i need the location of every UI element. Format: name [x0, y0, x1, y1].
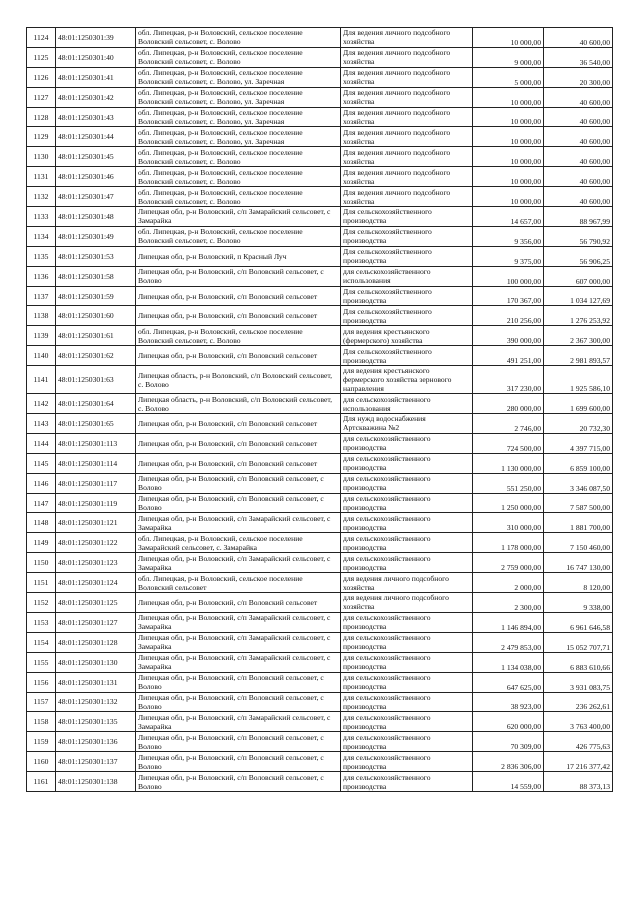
permitted-use: Для ведения личного подсобного хозяйства: [341, 28, 473, 48]
cadastral-value: 2 981 893,57: [544, 346, 613, 366]
cadastral-number: 48:01:1250301:123: [56, 553, 136, 573]
area-value: 9 000,00: [473, 47, 544, 67]
row-number: 1159: [27, 732, 56, 752]
row-number: 1156: [27, 672, 56, 692]
permitted-use: для сельскохозяйственного производства: [341, 752, 473, 772]
permitted-use: Для ведения личного подсобного хозяйства: [341, 147, 473, 167]
permitted-use: Для ведения личного подсобного хозяйства: [341, 87, 473, 107]
row-number: 1161: [27, 772, 56, 792]
area-value: 2 300,00: [473, 593, 544, 613]
permitted-use: для ведения крестьянского фермерского хозяйства зернового направления: [341, 366, 473, 394]
table-row: [27, 672, 613, 692]
address: Липецкая обл, р-н Воловский, с/п Воловский сельсовет: [136, 453, 341, 473]
address: обл. Липецкая, р-н Воловский, сельское поселение Воловский сельсовет, с. Волово, ул. Заречная: [136, 127, 341, 147]
row-number: 1136: [27, 266, 56, 286]
area-value: 14 657,00: [473, 207, 544, 227]
permitted-use: Для сельскохозяйственного производства: [341, 306, 473, 326]
address: Липецкая обл, р-н Воловский, с/п Замарайский сельсовет, с Замарайка: [136, 207, 341, 227]
cadastral-value: 15 052 707,71: [544, 632, 613, 652]
table-row: [27, 207, 613, 227]
cadastral-value: 2 367 300,00: [544, 326, 613, 346]
permitted-use: для сельскохозяйственного производства: [341, 453, 473, 473]
table-row: [27, 692, 613, 712]
area-value: 210 256,00: [473, 306, 544, 326]
cadastral-number: 48:01:1250301:137: [56, 752, 136, 772]
address: Липецкая область, р-н Воловский, с/п Воловский сельсовет, с. Волово: [136, 394, 341, 414]
table-row: [27, 187, 613, 207]
cadastral-number: 48:01:1250301:131: [56, 672, 136, 692]
address: обл. Липецкая, р-н Воловский, сельское поселение Воловский сельсовет, с. Волово: [136, 28, 341, 48]
cadastral-value: 40 600,00: [544, 28, 613, 48]
table-body: [27, 28, 613, 792]
permitted-use: для сельскохозяйственного производства: [341, 433, 473, 453]
permitted-use: для сельскохозяйственного использования: [341, 394, 473, 414]
address: Липецкая обл, р-н Воловский, с/п Воловский сельсовет, с Волово: [136, 732, 341, 752]
table-row: [27, 593, 613, 613]
cadastral-value: 9 338,00: [544, 593, 613, 613]
cadastral-value: 607 000,00: [544, 266, 613, 286]
row-number: 1153: [27, 612, 56, 632]
area-value: 38 923,00: [473, 692, 544, 712]
area-value: 9 356,00: [473, 226, 544, 246]
area-value: 10 000,00: [473, 167, 544, 187]
cadastral-value: 40 600,00: [544, 87, 613, 107]
cadastral-value: 1 699 600,00: [544, 394, 613, 414]
address: обл. Липецкая, р-н Воловский, сельское поселение Воловский сельсовет, с. Волово, ул. Заречная: [136, 87, 341, 107]
table-row: [27, 652, 613, 672]
cadastral-number: 48:01:1250301:127: [56, 612, 136, 632]
cadastral-number: 48:01:1250301:64: [56, 394, 136, 414]
row-number: 1155: [27, 652, 56, 672]
permitted-use: для сельскохозяйственного производства: [341, 772, 473, 792]
permitted-use: Для ведения личного подсобного хозяйства: [341, 47, 473, 67]
permitted-use: Для ведения личного подсобного хозяйства: [341, 187, 473, 207]
cadastral-value: 88 373,13: [544, 772, 613, 792]
area-value: 170 367,00: [473, 286, 544, 306]
permitted-use: Для ведения личного подсобного хозяйства: [341, 107, 473, 127]
permitted-use: для сельскохозяйственного производства: [341, 473, 473, 493]
table-row: [27, 87, 613, 107]
area-value: 2 000,00: [473, 573, 544, 593]
address: Липецкая обл, р-н Воловский, с/п Воловский сельсовет, с Волово: [136, 493, 341, 513]
table-row: [27, 127, 613, 147]
permitted-use: для сельскохозяйственного производства: [341, 553, 473, 573]
area-value: 647 625,00: [473, 672, 544, 692]
address: Липецкая обл, р-н Воловский, с/п Воловский сельсовет: [136, 346, 341, 366]
table-row: [27, 306, 613, 326]
row-number: 1150: [27, 553, 56, 573]
cadastral-value: 3 931 083,75: [544, 672, 613, 692]
permitted-use: Для ведения личного подсобного хозяйства: [341, 167, 473, 187]
row-number: 1138: [27, 306, 56, 326]
cadastral-number: 48:01:1250301:136: [56, 732, 136, 752]
cadastral-number: 48:01:1250301:40: [56, 47, 136, 67]
permitted-use: для сельскохозяйственного производства: [341, 632, 473, 652]
cadastral-value: 88 967,99: [544, 207, 613, 227]
table-row: [27, 167, 613, 187]
cadastral-number: 48:01:1250301:47: [56, 187, 136, 207]
address: Липецкая обл, р-н Воловский, с/п Воловский сельсовет, с Волово: [136, 266, 341, 286]
row-number: 1137: [27, 286, 56, 306]
permitted-use: для ведения личного подсобного хозяйства: [341, 573, 473, 593]
cadastral-number: 48:01:1250301:39: [56, 28, 136, 48]
cadastral-value: 17 216 377,42: [544, 752, 613, 772]
table-row: [27, 433, 613, 453]
permitted-use: для ведения крестьянского (фермерского) хозяйства: [341, 326, 473, 346]
row-number: 1125: [27, 47, 56, 67]
row-number: 1149: [27, 533, 56, 553]
document-page: [26, 27, 612, 792]
area-value: 1 130 000,00: [473, 453, 544, 473]
address: Липецкая обл, р-н Воловский, с/п Замарайский сельсовет, с Замарайка: [136, 513, 341, 533]
table-row: [27, 553, 613, 573]
permitted-use: для сельскохозяйственного производства: [341, 513, 473, 533]
cadastral-value: 7 587 500,00: [544, 493, 613, 513]
area-value: 317 230,00: [473, 366, 544, 394]
address: Липецкая обл, р-н Воловский, с/п Замарайский сельсовет, с Замарайка: [136, 652, 341, 672]
row-number: 1157: [27, 692, 56, 712]
cadastral-number: 48:01:1250301:41: [56, 67, 136, 87]
cadastral-value: 40 600,00: [544, 187, 613, 207]
cadastral-value: 8 120,00: [544, 573, 613, 593]
address: обл. Липецкая, р-н Воловский, сельское поселение Воловский сельсовет: [136, 573, 341, 593]
cadastral-value: 3 346 087,50: [544, 473, 613, 493]
area-value: 491 251,00: [473, 346, 544, 366]
row-number: 1133: [27, 207, 56, 227]
area-value: 724 500,00: [473, 433, 544, 453]
row-number: 1151: [27, 573, 56, 593]
table-row: [27, 473, 613, 493]
address: Липецкая обл, р-н Воловский, с/п Воловский сельсовет: [136, 414, 341, 434]
permitted-use: для сельскохозяйственного производства: [341, 612, 473, 632]
area-value: 1 250 000,00: [473, 493, 544, 513]
table-row: [27, 632, 613, 652]
table-row: [27, 573, 613, 593]
table-row: [27, 147, 613, 167]
table-row: [27, 732, 613, 752]
table-row: [27, 286, 613, 306]
table-row: [27, 266, 613, 286]
cadastral-number: 48:01:1250301:113: [56, 433, 136, 453]
area-value: 2 479 853,00: [473, 632, 544, 652]
cadastral-value: 1 276 253,92: [544, 306, 613, 326]
area-value: 10 000,00: [473, 107, 544, 127]
address: Липецкая обл, р-н Воловский, п Красный Луч: [136, 246, 341, 266]
address: Липецкая обл, р-н Воловский, с/п Замарайский сельсовет, с Замарайка: [136, 712, 341, 732]
row-number: 1131: [27, 167, 56, 187]
cadastral-number: 48:01:1250301:42: [56, 87, 136, 107]
permitted-use: Для сельскохозяйственного производства: [341, 207, 473, 227]
table-row: [27, 28, 613, 48]
cadastral-value: 3 763 400,00: [544, 712, 613, 732]
cadastral-number: 48:01:1250301:114: [56, 453, 136, 473]
area-value: 14 559,00: [473, 772, 544, 792]
address: обл. Липецкая, р-н Воловский, сельское поселение Воловский сельсовет, с. Волово: [136, 326, 341, 346]
cadastral-value: 36 540,00: [544, 47, 613, 67]
cadastral-value: 40 600,00: [544, 167, 613, 187]
row-number: 1154: [27, 632, 56, 652]
cadastral-number: 48:01:1250301:138: [56, 772, 136, 792]
row-number: 1130: [27, 147, 56, 167]
cadastral-number: 48:01:1250301:44: [56, 127, 136, 147]
row-number: 1144: [27, 433, 56, 453]
permitted-use: для сельскохозяйственного производства: [341, 712, 473, 732]
area-value: 310 000,00: [473, 513, 544, 533]
row-number: 1128: [27, 107, 56, 127]
cadastral-number: 48:01:1250301:62: [56, 346, 136, 366]
row-number: 1139: [27, 326, 56, 346]
row-number: 1145: [27, 453, 56, 473]
table-row: [27, 366, 613, 394]
row-number: 1152: [27, 593, 56, 613]
address: обл. Липецкая, р-н Воловский, сельское поселение Воловский сельсовет, с. Волово: [136, 167, 341, 187]
cadastral-number: 48:01:1250301:122: [56, 533, 136, 553]
row-number: 1129: [27, 127, 56, 147]
cadastral-number: 48:01:1250301:132: [56, 692, 136, 712]
cadastral-number: 48:01:1250301:43: [56, 107, 136, 127]
address: Липецкая обл, р-н Воловский, с/п Воловский сельсовет: [136, 433, 341, 453]
row-number: 1132: [27, 187, 56, 207]
row-number: 1142: [27, 394, 56, 414]
row-number: 1140: [27, 346, 56, 366]
row-number: 1141: [27, 366, 56, 394]
address: Липецкая обл, р-н Воловский, с/п Воловский сельсовет: [136, 306, 341, 326]
cadastral-number: 48:01:1250301:65: [56, 414, 136, 434]
area-value: 390 000,00: [473, 326, 544, 346]
table-row: [27, 533, 613, 553]
table-row: [27, 772, 613, 792]
row-number: 1143: [27, 414, 56, 434]
address: Липецкая обл, р-н Воловский, с/п Воловский сельсовет, с Волово: [136, 772, 341, 792]
permitted-use: Для нужд водоснабжения Артскважина №2: [341, 414, 473, 434]
address: Липецкая обл, р-н Воловский, с/п Воловский сельсовет, с Волово: [136, 672, 341, 692]
cadastral-number: 48:01:1250301:61: [56, 326, 136, 346]
table-row: [27, 47, 613, 67]
table-row: [27, 513, 613, 533]
cadastral-number: 48:01:1250301:60: [56, 306, 136, 326]
address: обл. Липецкая, р-н Воловский, сельское поселение Воловский сельсовет, с. Волово, ул. Заречная: [136, 107, 341, 127]
address: Липецкая область, р-н Воловский, с/п Воловский сельсовет, с. Волово: [136, 366, 341, 394]
address: Липецкая обл, р-н Воловский, с/п Воловский сельсовет: [136, 286, 341, 306]
cadastral-number: 48:01:1250301:53: [56, 246, 136, 266]
area-value: 70 309,00: [473, 732, 544, 752]
cadastral-value: 40 600,00: [544, 127, 613, 147]
address: обл. Липецкая, р-н Воловский, сельское поселение Воловский сельсовет, с. Волово: [136, 147, 341, 167]
area-value: 10 000,00: [473, 127, 544, 147]
permitted-use: Для сельскохозяйственного производства: [341, 286, 473, 306]
cadastral-number: 48:01:1250301:135: [56, 712, 136, 732]
address: обл. Липецкая, р-н Воловский, сельское поселение Замарайский сельсовет, с. Замарайка: [136, 533, 341, 553]
address: обл. Липецкая, р-н Воловский, сельское поселение Воловский сельсовет, с. Волово, ул. Заречная: [136, 67, 341, 87]
cadastral-number: 48:01:1250301:45: [56, 147, 136, 167]
row-number: 1160: [27, 752, 56, 772]
address: Липецкая обл, р-н Воловский, с/п Замарайский сельсовет, с Замарайка: [136, 612, 341, 632]
permitted-use: Для ведения личного подсобного хозяйства: [341, 67, 473, 87]
row-number: 1126: [27, 67, 56, 87]
cadastral-number: 48:01:1250301:125: [56, 593, 136, 613]
cadastral-value: 7 150 460,00: [544, 533, 613, 553]
permitted-use: для сельскохозяйственного производства: [341, 692, 473, 712]
area-value: 2 746,00: [473, 414, 544, 434]
permitted-use: для сельскохозяйственного производства: [341, 652, 473, 672]
cadastral-value: 1 925 586,10: [544, 366, 613, 394]
cadastral-number: 48:01:1250301:63: [56, 366, 136, 394]
area-value: 9 375,00: [473, 246, 544, 266]
cadastral-number: 48:01:1250301:48: [56, 207, 136, 227]
address: обл. Липецкая, р-н Воловский, сельское поселение Воловский сельсовет, с. Волово: [136, 187, 341, 207]
cadastral-number: 48:01:1250301:121: [56, 513, 136, 533]
area-value: 2 836 306,00: [473, 752, 544, 772]
address: обл. Липецкая, р-н Воловский, сельское поселение Воловский сельсовет, с. Волово: [136, 226, 341, 246]
table-row: [27, 346, 613, 366]
cadastral-value: 16 747 130,00: [544, 553, 613, 573]
cadastral-value: 236 262,61: [544, 692, 613, 712]
cadastral-number: 48:01:1250301:58: [56, 266, 136, 286]
row-number: 1135: [27, 246, 56, 266]
cadastral-number: 48:01:1250301:117: [56, 473, 136, 493]
cadastral-number: 48:01:1250301:130: [56, 652, 136, 672]
permitted-use: Для ведения личного подсобного хозяйства: [341, 127, 473, 147]
table-row: [27, 752, 613, 772]
table-row: [27, 226, 613, 246]
cadastral-number: 48:01:1250301:49: [56, 226, 136, 246]
cadastral-value: 40 600,00: [544, 147, 613, 167]
cadastral-value: 1 881 700,00: [544, 513, 613, 533]
cadastral-number: 48:01:1250301:124: [56, 573, 136, 593]
permitted-use: для сельскохозяйственного производства: [341, 533, 473, 553]
table-row: [27, 326, 613, 346]
area-value: 551 250,00: [473, 473, 544, 493]
area-value: 620 000,00: [473, 712, 544, 732]
table-row: [27, 612, 613, 632]
cadastral-number: 48:01:1250301:46: [56, 167, 136, 187]
area-value: 10 000,00: [473, 147, 544, 167]
table-row: [27, 394, 613, 414]
table-row: [27, 453, 613, 473]
cadastral-value: 4 397 715,00: [544, 433, 613, 453]
table-row: [27, 107, 613, 127]
table-row: [27, 67, 613, 87]
cadastral-value: 6 859 100,00: [544, 453, 613, 473]
table-row: [27, 493, 613, 513]
address: Липецкая обл, р-н Воловский, с/п Замарайский сельсовет, с Замарайка: [136, 553, 341, 573]
permitted-use: для сельскохозяйственного производства: [341, 732, 473, 752]
cadastral-value: 426 775,63: [544, 732, 613, 752]
permitted-use: Для сельскохозяйственного производства: [341, 226, 473, 246]
area-value: 10 000,00: [473, 87, 544, 107]
cadastral-value: 1 034 127,69: [544, 286, 613, 306]
cadastral-number: 48:01:1250301:59: [56, 286, 136, 306]
area-value: 280 000,00: [473, 394, 544, 414]
area-value: 1 146 894,00: [473, 612, 544, 632]
area-value: 10 000,00: [473, 187, 544, 207]
cadastral-value: 56 906,25: [544, 246, 613, 266]
cadastral-number: 48:01:1250301:128: [56, 632, 136, 652]
permitted-use: для сельскохозяйственного производства: [341, 493, 473, 513]
area-value: 1 178 000,00: [473, 533, 544, 553]
area-value: 10 000,00: [473, 28, 544, 48]
area-value: 2 759 000,00: [473, 553, 544, 573]
permitted-use: для сельскохозяйственного производства: [341, 672, 473, 692]
permitted-use: для ведения личного подсобного хозяйства: [341, 593, 473, 613]
cadastral-value: 56 790,92: [544, 226, 613, 246]
permitted-use: Для сельскохозяйственного производства: [341, 246, 473, 266]
address: обл. Липецкая, р-н Воловский, сельское поселение Воловский сельсовет, с. Волово: [136, 47, 341, 67]
row-number: 1124: [27, 28, 56, 48]
area-value: 1 134 038,00: [473, 652, 544, 672]
address: Липецкая обл, р-н Воловский, с/п Воловский сельсовет, с Волово: [136, 692, 341, 712]
permitted-use: для сельскохозяйственного использования: [341, 266, 473, 286]
row-number: 1127: [27, 87, 56, 107]
land-plots-table: [26, 27, 613, 792]
table-row: [27, 414, 613, 434]
row-number: 1148: [27, 513, 56, 533]
area-value: 100 000,00: [473, 266, 544, 286]
cadastral-value: 20 300,00: [544, 67, 613, 87]
table-row: [27, 246, 613, 266]
address: Липецкая обл, р-н Воловский, с/п Замарайский сельсовет, с Замарайка: [136, 632, 341, 652]
address: Липецкая обл, р-н Воловский, с/п Воловский сельсовет, с Волово: [136, 473, 341, 493]
cadastral-value: 6 883 610,66: [544, 652, 613, 672]
cadastral-number: 48:01:1250301:119: [56, 493, 136, 513]
cadastral-value: 20 732,30: [544, 414, 613, 434]
cadastral-value: 40 600,00: [544, 107, 613, 127]
row-number: 1146: [27, 473, 56, 493]
address: Липецкая обл, р-н Воловский, с/п Воловский сельсовет: [136, 593, 341, 613]
row-number: 1147: [27, 493, 56, 513]
cadastral-value: 6 961 646,58: [544, 612, 613, 632]
address: Липецкая обл, р-н Воловский, с/п Воловский сельсовет, с Волово: [136, 752, 341, 772]
row-number: 1158: [27, 712, 56, 732]
table-row: [27, 712, 613, 732]
area-value: 5 000,00: [473, 67, 544, 87]
permitted-use: Для сельскохозяйственного производства: [341, 346, 473, 366]
row-number: 1134: [27, 226, 56, 246]
